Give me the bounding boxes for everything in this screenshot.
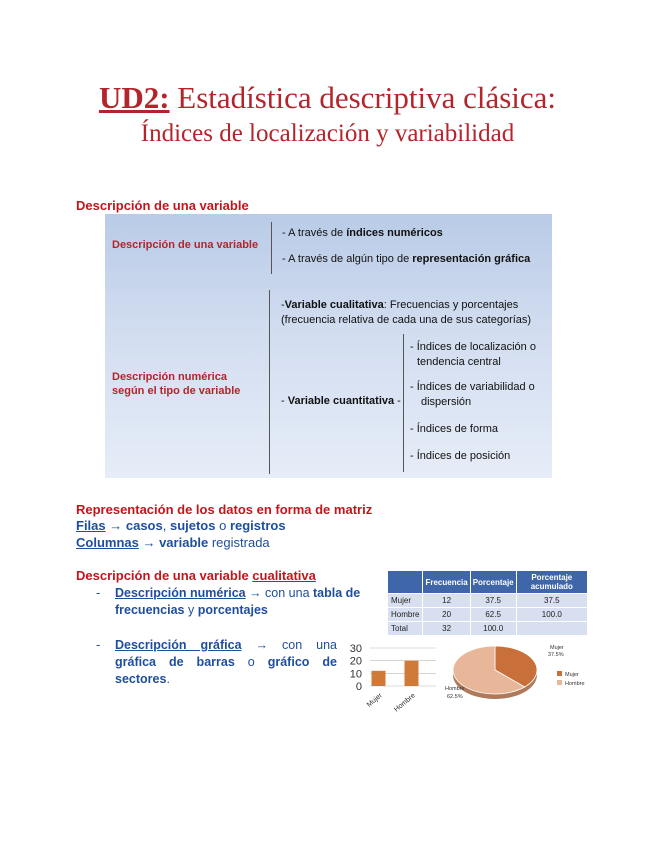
cual-pre: - — [281, 299, 285, 311]
item2-sectores: gráfico de sectores — [115, 655, 337, 686]
table-cell: 37.5 — [470, 594, 516, 608]
cualitativa-heading-u: cualitativa — [252, 568, 316, 583]
section-heading-descripcion: Descripción de una variable — [76, 198, 249, 213]
table-row — [388, 594, 588, 608]
cualitativa-heading-pre: Descripción de una variable — [76, 568, 253, 583]
filas-sujetos: sujetos — [169, 518, 216, 533]
brace-line-3 — [403, 334, 404, 472]
item1-mid: y — [184, 603, 198, 617]
sub-localizacion-b: tendencia central — [417, 356, 501, 368]
table-cell: 100.0 — [516, 608, 587, 622]
table-cell: 32 — [423, 622, 470, 636]
pie-callout-hombre-pct: 62.5% — [447, 694, 463, 700]
sub-variabilidad-a: - Índices de variabilidad o — [410, 381, 535, 393]
table-cell: 20 — [423, 608, 470, 622]
item-descripcion-grafica — [115, 637, 337, 688]
bullet-dash-1: - — [96, 585, 101, 600]
item2-mid: o — [234, 655, 268, 669]
sub-posicion: - Índices de posición — [410, 450, 511, 462]
bar-y-tick-label: 10 — [349, 668, 362, 681]
pie-legend-swatch — [557, 680, 562, 685]
sub-forma: - Índices de forma — [410, 423, 499, 435]
sub-localizacion-a: - Índices de localización o — [410, 341, 536, 353]
columnas-rest: registrada — [208, 535, 270, 550]
table-cell: Total — [388, 622, 423, 636]
filas-line — [76, 517, 286, 534]
table-cell: Mujer — [388, 594, 423, 608]
table-header — [388, 571, 423, 594]
filas-sep1: , — [162, 518, 170, 533]
item1-arrow: → con una — [245, 586, 314, 600]
right1b-pre: - A través de algún tipo de — [282, 253, 413, 265]
pie-chart — [440, 632, 590, 712]
bar-y-tick-label: 20 — [349, 655, 362, 668]
title-rest: Estadística descriptiva clásica: — [169, 80, 557, 115]
columnas-label: Columnas — [76, 535, 139, 550]
filas-sep2: o — [215, 518, 230, 533]
table-cell: 37.5 — [516, 594, 587, 608]
bar-y-tick-label: 0 — [355, 681, 362, 693]
right1b-bold: representación gráfica — [412, 253, 531, 265]
right1a-bold: índices numéricos — [346, 227, 443, 239]
right1a-pre: - A través de — [282, 227, 347, 239]
frequency-table — [387, 570, 588, 636]
diagram-right-1a — [282, 226, 443, 241]
diagram-cualitativa — [281, 298, 518, 313]
table-header: Frecuencia — [423, 571, 470, 594]
columnas-line — [76, 534, 270, 551]
table-row — [388, 608, 588, 622]
bar-x-tick-label: Mujer — [365, 692, 384, 709]
columnas-variable: variable — [159, 535, 209, 550]
bar-y-tick-label: 30 — [349, 643, 362, 655]
pie-callout-hombre-name: Hombre — [445, 686, 465, 692]
table-cell: 100.0 — [470, 622, 516, 636]
item1-porcentajes: porcentajes — [197, 603, 268, 617]
brace-line-1 — [271, 222, 272, 274]
brace-line-2 — [269, 290, 270, 474]
pie-callout-mujer-name: Mujer — [550, 645, 564, 651]
item1-tabla: tabla de frecuencias — [115, 586, 361, 617]
diagram-cualitativa-line2: (frecuencia relativa de cada una de sus categorías) — [281, 314, 532, 326]
pie-legend-label: Hombre — [565, 681, 585, 687]
cual-rest: : Frecuencias y porcentajes — [383, 299, 519, 311]
table-header: Porcentaje — [470, 571, 516, 594]
pie-legend-label: Mujer — [565, 672, 579, 678]
sub-variabilidad-b: dispersión — [421, 396, 472, 408]
filas-label: Filas — [76, 518, 106, 533]
filas-casos: casos — [125, 518, 163, 533]
item2-barras: gráfica de barras — [115, 655, 235, 669]
cuant-post: - — [394, 395, 401, 407]
item-descripcion-numerica — [115, 585, 380, 619]
table-cell: 12 — [423, 594, 470, 608]
bar-chart — [340, 640, 440, 715]
section-heading-matriz: Representación de los datos en forma de matriz — [76, 502, 373, 517]
table-cell: Hombre — [388, 608, 423, 622]
item2-underline: Descripción gráfica — [115, 638, 242, 652]
title-prefix: UD2: — [98, 80, 170, 115]
page-title — [0, 80, 655, 116]
columnas-arrow: → — [138, 535, 160, 550]
bullet-dash-2: - — [96, 637, 101, 652]
cuant-pre: - — [281, 395, 288, 407]
table-header: Porcentaje acumulado — [516, 571, 587, 594]
section-heading-cualitativa — [76, 568, 316, 583]
pie-legend-swatch — [557, 671, 562, 676]
left2-line2: según el tipo de variable — [112, 385, 241, 397]
page-subtitle: Índices de localización y variabilidad — [140, 120, 515, 147]
table-cell: 62.5 — [470, 608, 516, 622]
diagram-cuantitativa — [281, 394, 401, 409]
cuant-bold: Variable cuantitativa — [287, 395, 395, 407]
cual-bold: Variable cualitativa — [284, 299, 384, 311]
bar — [372, 671, 386, 686]
left2-line1: Descripción numérica — [112, 371, 227, 383]
filas-arrow: → — [105, 518, 126, 533]
item2-end: . — [166, 672, 170, 686]
diagram-left-label-1: Descripción de una variable — [112, 239, 259, 251]
filas-registros: registros — [229, 518, 286, 533]
diagram-left-label-2 — [112, 370, 262, 398]
pie-callout-mujer-pct: 37.5% — [548, 652, 564, 658]
diagram-box — [105, 214, 552, 478]
bar — [405, 661, 419, 686]
item2-arrow: → con una — [241, 638, 337, 652]
diagram-right-1b — [282, 252, 530, 267]
bar-x-tick-label: Hombre — [393, 692, 417, 714]
item1-underline: Descripción numérica — [115, 586, 246, 600]
table-header-row — [388, 571, 588, 594]
